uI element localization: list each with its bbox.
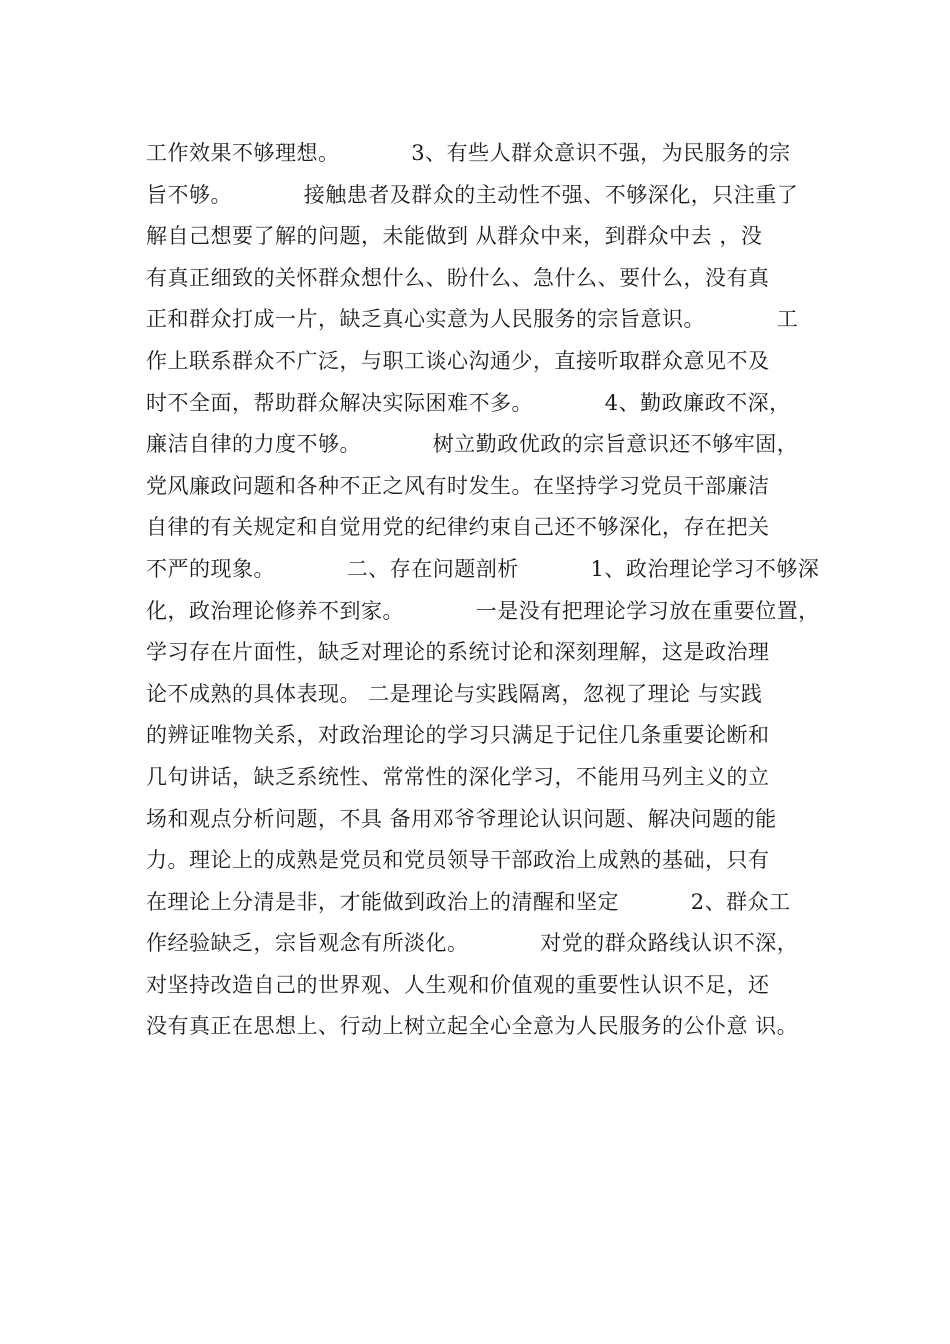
text-line: 时不全面，帮助群众解决实际困难不多。 4、勤政廉政不深， xyxy=(146,390,791,415)
text-line: 党风廉政问题和各种不正之风有时发生。在坚持学习党员干部廉洁 xyxy=(146,473,770,498)
text-line: 没有真正在思想上、行动上树立起全心全意为人民服务的公仆意 识。 xyxy=(146,1014,799,1039)
text-line: 对坚持改造自己的世界观、人生观和价值观的重要性认识不足，还 xyxy=(146,972,770,997)
text-line: 在理论上分清是非，才能做到政治上的清醒和坚定 2、群众工 xyxy=(146,889,791,914)
text-line: 学习存在片面性，缺乏对理论的系统讨论和深刻理解，这是政治理 xyxy=(146,640,770,665)
text-line: 场和观点分析问题，不具 备用邓爷爷理论认识问题、解决问题的能 xyxy=(146,806,777,831)
text-line: 工作效果不够理想。 3、有些人群众意识不强，为民服务的宗 xyxy=(146,141,791,165)
text-line: 不严的现象。 二、存在问题剖析 1、政治理论学习不够深 xyxy=(146,556,820,581)
text-line: 的辨证唯物关系，对政治理论的学习只满足于记住几条重要论断和 xyxy=(146,723,770,748)
text-line: 解自己想要了解的问题，未能做到 从群众中来，到群众中去 ，没 xyxy=(146,224,763,249)
text-line: 力。理论上的成熟是党员和党员领导干部政治上成熟的基础，只有 xyxy=(146,848,770,873)
text-line: 几句讲话，缺乏系统性、常常性的深化学习，不能用马列主义的立 xyxy=(146,764,770,789)
text-line: 作上联系群众不广泛，与职工谈心沟通少，直接听取群众意见不及 xyxy=(146,348,770,373)
text-line: 有真正细致的关怀群众想什么、盼什么、急什么、要什么，没有真 xyxy=(146,265,770,290)
text-line: 化，政治理论修养不到家。 一是没有把理论学习放在重要位置， xyxy=(146,598,820,623)
text-line: 作经验缺乏，宗旨观念有所淡化。 对党的群众路线认识不深， xyxy=(146,931,799,956)
text-line: 旨不够。 接触患者及群众的主动性不强、不够深化，只注重了 xyxy=(146,182,799,207)
text-line: 自律的有关规定和自觉用党的纪律约束自己还不够深化，存在把关 xyxy=(146,515,770,540)
text-line: 正和群众打成一片，缺乏真心实意为人民服务的宗旨意识。 工 xyxy=(146,307,799,332)
text-line: 论不成熟的具体表现。 二是理论与实践隔离，忽视了理论 与实践 xyxy=(146,681,763,706)
body-text xyxy=(146,133,846,1048)
text-line: 廉洁自律的力度不够。 树立勤政优政的宗旨意识还不够牢固， xyxy=(146,432,799,457)
